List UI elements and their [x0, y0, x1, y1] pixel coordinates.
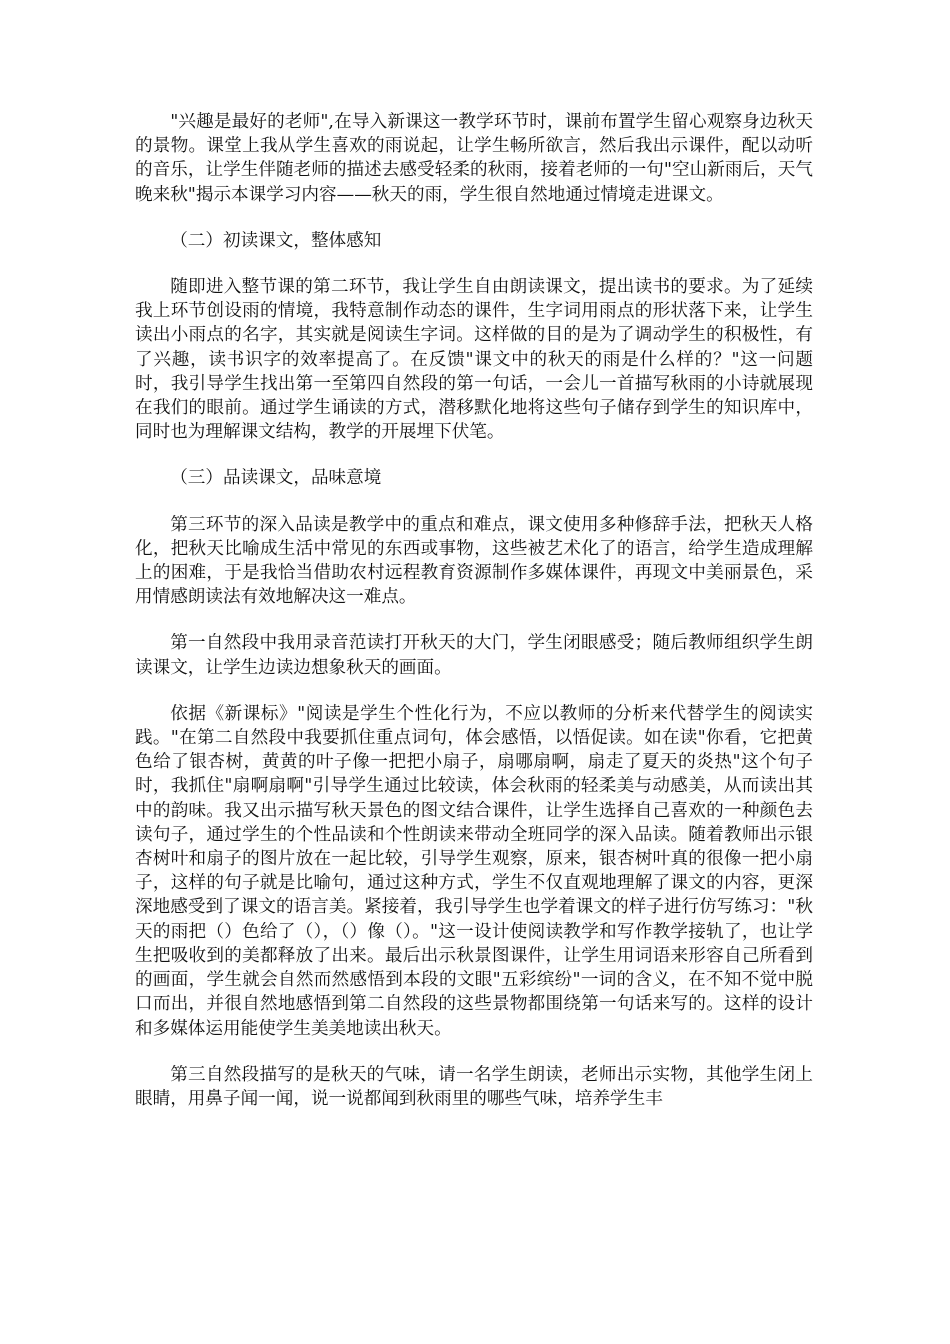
- paragraph-first-natural-section: 第一自然段中我用录音范读打开秋天的大门，学生闭眼感受；随后教师组织学生朗读课文，让学生边读边想象秋天的画面。: [135, 633, 813, 678]
- paragraph-second-natural-section: 依据《新课标》"阅读是学生个性化行为，不应以教师的分析来代替学生的阅读实践。"在第二自然段中我要抓住重点词句，体会感悟，以悟促读。如在读"你看，它把黄色给了银杏树，黄黄的叶子像一把把小扇子，扇哪扇啊，扇走了夏天的炎热"这个句子时，我抓住"扇啊扇啊"引导学生通过比较读，体会秋雨的轻柔美与动感美，从而读出其中的韵味。我又出示描写秋天景色的图文结合课件，让学生选择自己喜欢的一种颜色去读句子，通过学生的个性品读和个性朗读来带动全班同学的深入品读。随着教师出示银杏树叶和扇子的图片放在一起比较，引导学生观察，原来，银杏树叶真的很像一把小扇子，这样的句子就是比喻句，通过这种方式，学生不仅直观地理解了课文的内容，更深深地感受到了课文的语言美。紧接着，我引导学生也学着课文的样子进行仿写练习："秋天的雨把（）色给了（），（）像（）。"这一设计使阅读教学和写作教学接轨了，也让学生把吸收到的美都释放了出来。最后出示秋景图课件，让学生用词语来形容自己所看到的画面，学生就会自然而然感悟到本段的文眼"五彩缤纷"一词的含义，在不知不觉中脱口而出，并很自然地感悟到第二自然段的这些景物都围绕第一句话来写的。这样的设计和多媒体运用能使学生美美地读出秋天。: [135, 703, 813, 1039]
- section-heading-2: （二）初读课文，整体感知: [170, 230, 382, 251]
- paragraph-third-stage: 第三环节的深入品读是教学中的重点和难点，课文使用多种修辞手法，把秋天人格化，把秋天比喻成生活中常见的东西或事物，这些被艺术化了的语言，给学生造成理解上的困难，于是我恰当借助农村远程教育资源制作多媒体课件，再现文中美丽景色，采用情感朗读法有效地解决这一难点。: [135, 514, 813, 608]
- section-heading-3: （三）品读课文，品味意境: [170, 468, 382, 489]
- paragraph-intro: "兴趣是最好的老师",在导入新课这一教学环节时，课前布置学生留心观察身边秋天的景物。课堂上我从学生喜欢的雨说起，让学生畅所欲言，然后我出示课件，配以动听的音乐，让学生伴随老师的描述去感受轻柔的秋雨，接着老师的一句"空山新雨后，天气晚来秋"揭示本课学习内容——秋天的雨，学生很自然地通过情境走进课文。: [135, 112, 813, 205]
- paragraph-third-natural-section: 第三自然段描写的是秋天的气味，请一名学生朗读，老师出示实物，其他学生闭上眼睛，用鼻子闻一闻，说一说都闻到秋雨里的哪些气味，培养学生丰: [135, 1064, 813, 1109]
- document-body: [135, 110, 813, 1133]
- paragraph-first-reading: 随即进入整节课的第二环节，我让学生自由朗读课文，提出读书的要求。为了延续我上环节创设雨的情境，我特意制作动态的课件，生字词用雨点的形状落下来，让学生读出小雨点的名字，其实就是阅读生字词。这样做的目的是为了调动学生的积极性，有了兴趣，读书识字的效率提高了。在反馈"课文中的秋天的雨是什么样的？"这一问题时，我引导学生找出第一至第四自然段的第一句话，一会儿一首描写秋雨的小诗就展现在我们的眼前。通过学生诵读的方式，潜移默化地将这些句子储存到学生的知识库中，同时也为理解课文结构，教学的开展埋下伏笔。: [135, 277, 813, 443]
